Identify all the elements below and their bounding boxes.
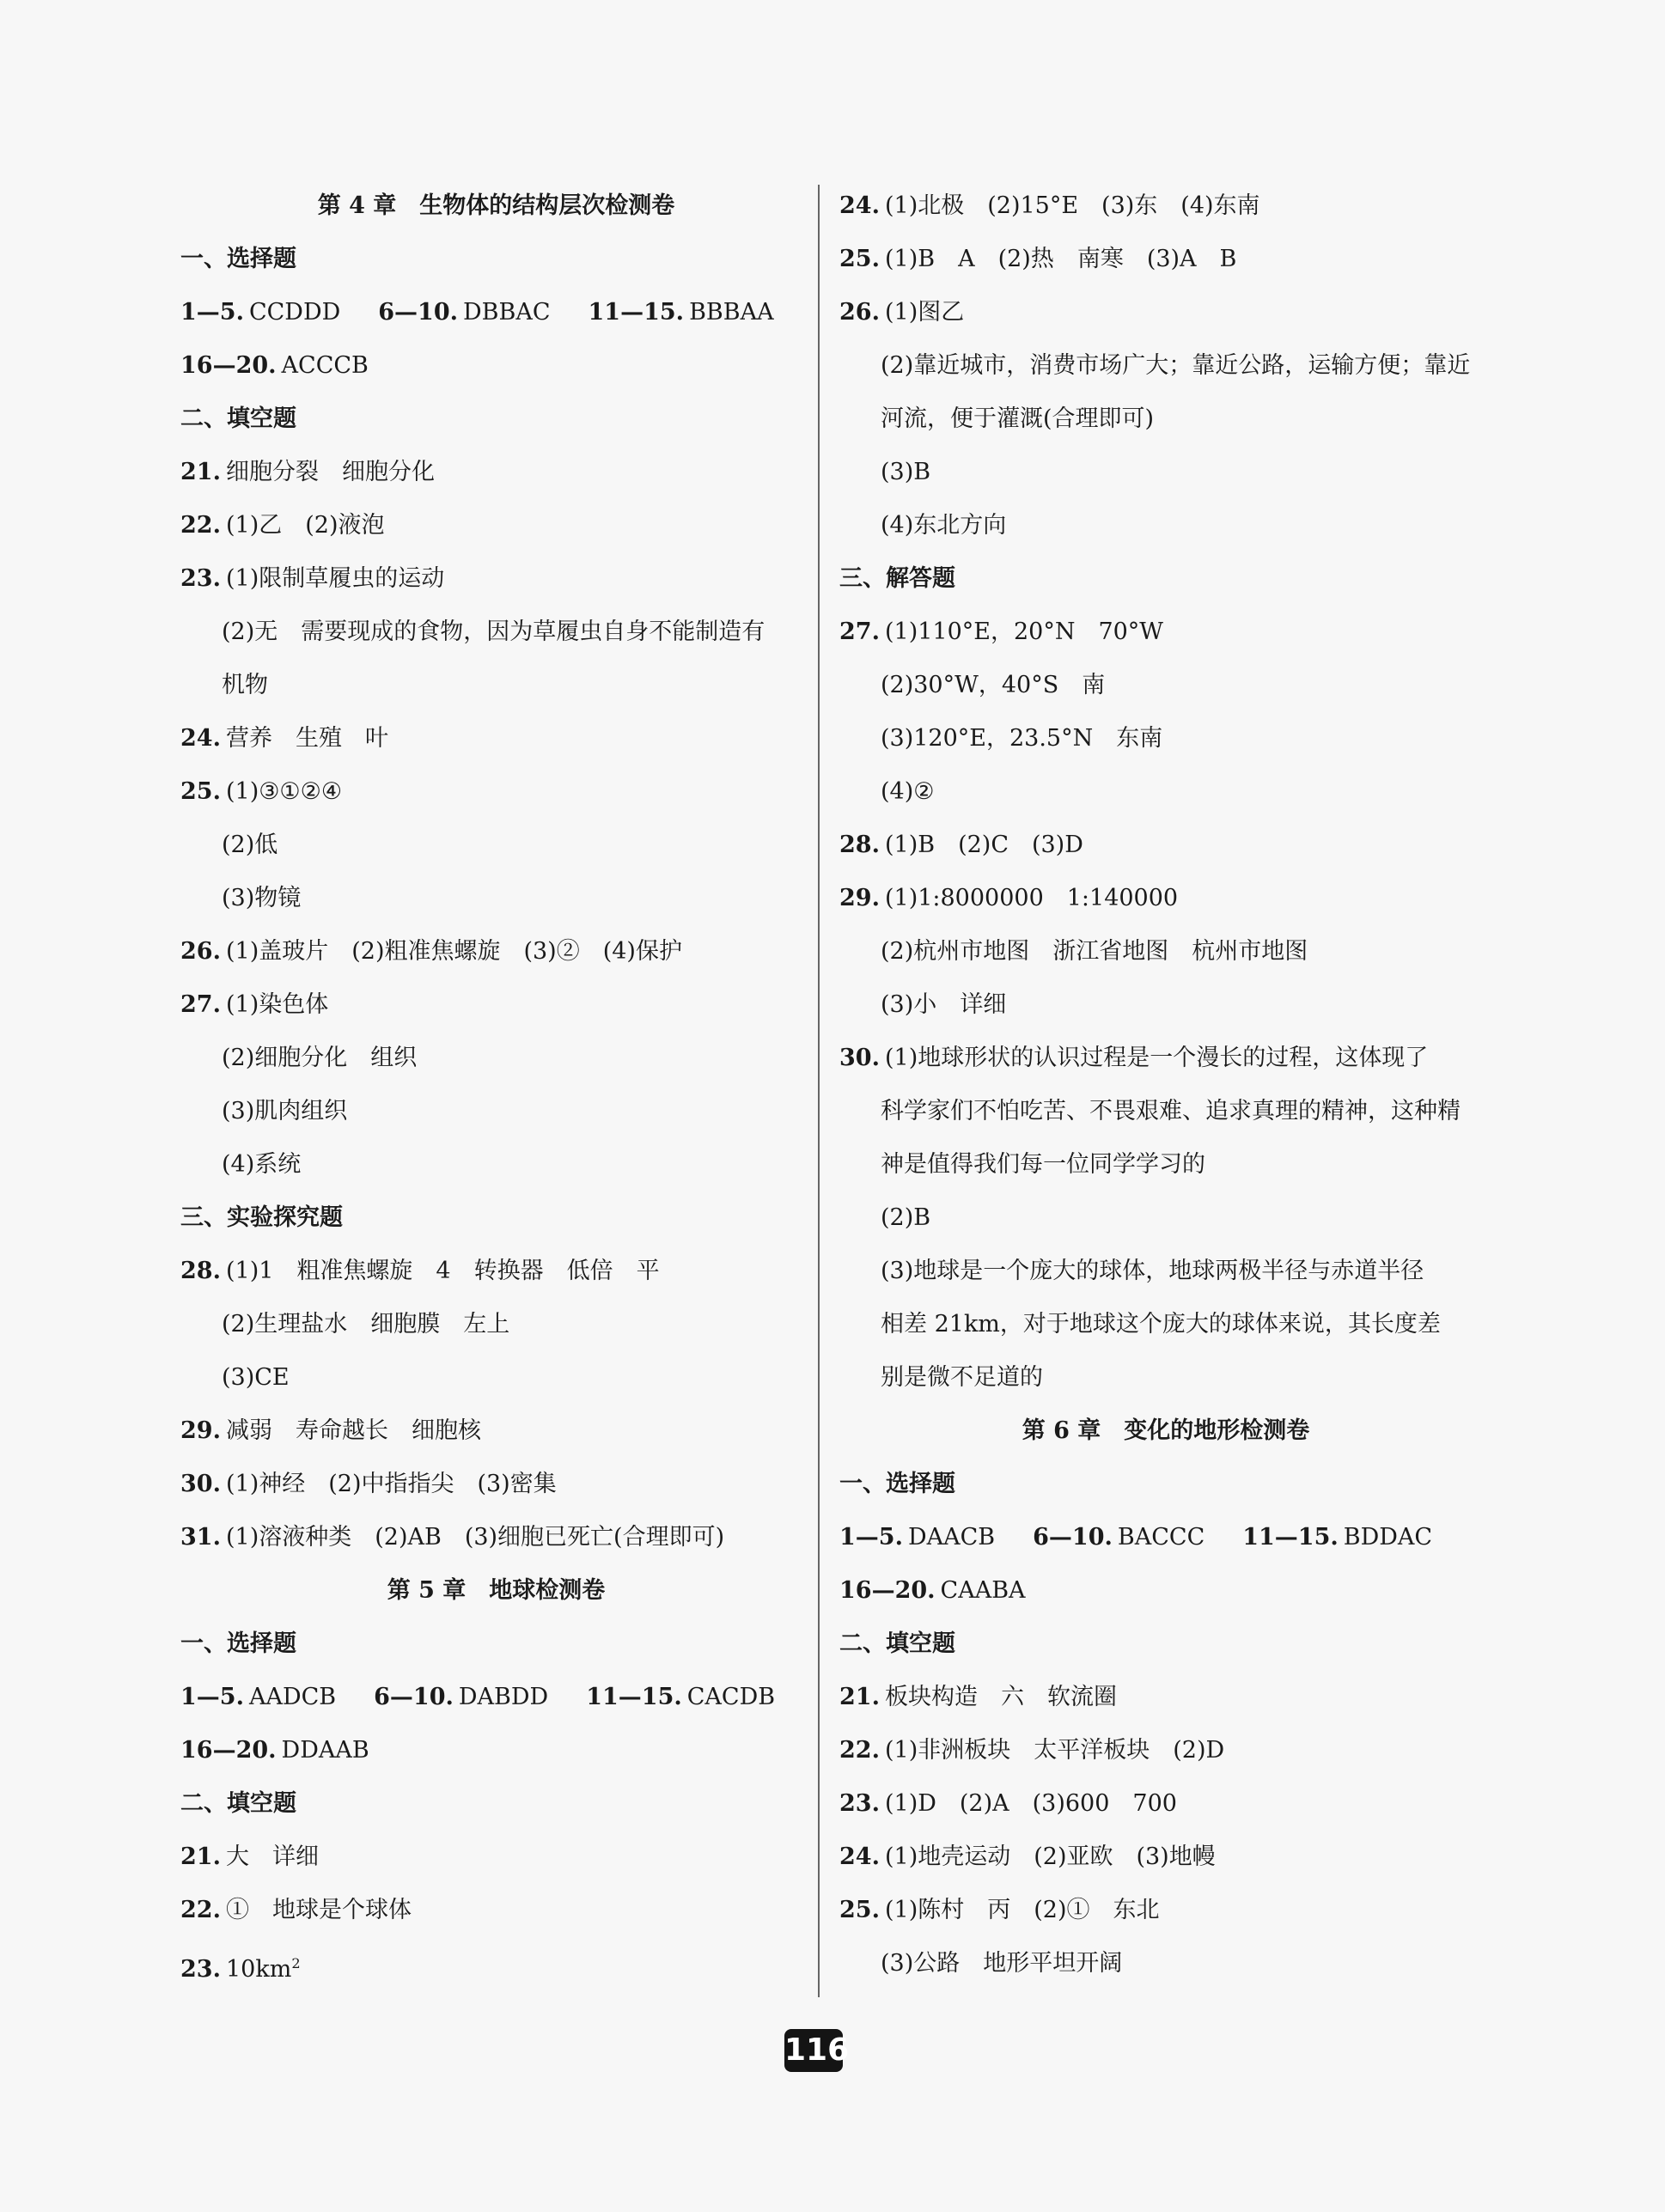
answer-text: (1)B A (2)热 南寒 (3)A B [884,246,1237,272]
answer-text: (1)神经 (2)中指指尖 (3)密集 [225,1471,557,1497]
answer-text: (1)地球形状的认识过程是一个漫长的过程，这体现了 [884,1045,1429,1071]
answer-text: 板块构造 六 软流圈 [884,1684,1117,1710]
section-heading: 二、填空题 [839,1630,955,1657]
answer-text: (1)D (2)A (3)600 700 [884,1790,1177,1817]
question-number: 21. [180,1843,221,1870]
answer-text: (1)非洲板块 太平洋板块 (2)D [884,1737,1225,1764]
answer-text: (1)1 粗准焦螺旋 4 转换器 低倍 平 [225,1258,660,1284]
answer-text: DAACB [907,1524,996,1551]
answer-text: 10km [225,1956,292,1983]
section-heading: 一、选择题 [180,246,296,272]
answer-line [839,1680,1492,1715]
answer-text: (1)染色体 [225,991,329,1018]
answer-line [839,615,1492,649]
question-number: 1—5. [839,1524,903,1551]
answer-continuation: (3)B [881,459,931,485]
answer-line [180,562,812,596]
answer-continuation: (2)无 需要现成的食物，因为草履虫自身不能制造有 [222,619,765,645]
answer-continuation: 机物 [222,672,268,698]
answer-text: BDDAC [1343,1524,1433,1551]
answer-line [839,828,1492,862]
answer-continuation: (3)物镜 [222,885,302,911]
answer-continuation: (3)肌肉组织 [222,1098,348,1124]
answer-text: DABDD [458,1684,549,1710]
answer-text: DBBAC [463,299,551,326]
answer-text: (1)1:8000000 1:140000 [884,885,1179,911]
column-divider [818,185,820,1997]
answer-line [839,1520,1492,1555]
question-number: 6—10. [374,1684,454,1710]
answer-continuation: 河流，便于灌溉(合理即可) [881,405,1155,432]
question-number: 25. [839,246,880,272]
question-number: 26. [180,938,221,965]
answer-text: (1)盖玻片 (2)粗准焦螺旋 (3)② (4)保护 [225,938,682,965]
answer-line [180,1734,812,1768]
answer-continuation: (2)细胞分化 组织 [222,1045,418,1071]
answer-continuation: (3)CE [222,1364,290,1391]
question-number: 24. [839,1843,880,1870]
question-number: 23. [839,1790,880,1817]
question-number: 16—20. [180,1737,277,1764]
answer-text: (1)溶液种类 (2)AB (3)细胞已死亡(合理即可) [225,1524,725,1551]
answer-continuation: (3)小 详细 [881,991,1007,1018]
answer-line [180,1840,812,1874]
answer-text: ACCCB [281,352,369,379]
section-heading: 二、填空题 [180,1790,296,1817]
answer-line [839,1041,1492,1076]
answer-text: AADCB [248,1684,337,1710]
answer-text: (1)乙 (2)液泡 [225,512,385,539]
answer-continuation: (2)30°W，40°S 南 [881,672,1106,698]
answer-line [180,349,812,383]
answer-line [839,1893,1492,1928]
question-number: 22. [180,512,221,539]
section-heading: 二、填空题 [180,405,296,432]
answer-continuation: 别是微不足道的 [881,1364,1043,1391]
section-heading: 一、选择题 [180,1630,296,1657]
chapter6-title: 第 6 章 变化的地形检测卷 [1022,1417,1310,1444]
answer-text: (1)B (2)C (3)D [884,832,1083,858]
answer-line [180,722,812,756]
answer-text: BBBAA [689,299,774,326]
question-number: 21. [839,1684,880,1710]
answer-line [839,1734,1492,1768]
answer-text: 细胞分裂 细胞分化 [225,459,435,485]
answer-text: ① 地球是个球体 [225,1897,412,1923]
answer-continuation: (2)生理盐水 细胞膜 左上 [222,1311,510,1338]
answer-continuation: 科学家们不怕吃苦、不畏艰难、追求真理的精神，这种精 [881,1098,1461,1124]
answer-line [180,1467,812,1502]
answer-continuation: (2)B [881,1204,931,1231]
answer-continuation: (4)② [881,778,935,805]
question-number: 21. [180,459,221,485]
answer-text: (1)北极 (2)15°E (3)东 (4)东南 [884,192,1260,219]
question-number: 27. [180,991,221,1018]
answer-line [180,1947,812,1981]
question-number: 1—5. [180,1684,244,1710]
question-number: 25. [839,1897,880,1923]
chapter4-title: 第 4 章 生物体的结构层次检测卷 [317,192,675,219]
answer-line [180,296,812,330]
chapter5-title: 第 5 章 地球检测卷 [387,1577,606,1604]
question-number: 29. [839,885,880,911]
answer-continuation: (3)地球是一个庞大的球体，地球两极半径与赤道半径 [881,1258,1424,1284]
question-number: 11—15. [1242,1524,1339,1551]
question-number: 30. [180,1471,221,1497]
question-number: 22. [839,1737,880,1764]
answer-text: (1)限制草履虫的运动 [225,565,445,592]
question-number: 30. [839,1045,880,1071]
answer-text: DDAAB [281,1737,369,1764]
answer-text: CCDDD [248,299,341,326]
answer-text: 营养 生殖 叶 [225,725,388,752]
answer-line [839,296,1492,330]
question-number: 29. [180,1417,221,1444]
question-number: 25. [180,778,221,805]
answer-line [180,935,812,969]
question-number: 28. [180,1258,221,1284]
question-number: 24. [839,192,880,219]
answer-text: (1)陈村 丙 (2)① 东北 [884,1897,1160,1923]
question-number: 6—10. [378,299,459,326]
answer-line [839,881,1492,916]
question-number: 11—15. [586,1684,682,1710]
answer-line [180,988,812,1022]
answer-line [180,509,812,543]
answer-line [180,1414,812,1448]
answer-text: (1)110°E，20°N 70°W [884,619,1164,645]
question-number: 6—10. [1033,1524,1113,1551]
answer-text: (1)③①②④ [225,778,343,805]
superscript: 2 [291,1955,301,1971]
answer-continuation: (2)靠近城市，消费市场广大；靠近公路，运输方便；靠近 [881,352,1471,379]
question-number: 28. [839,832,880,858]
question-number: 27. [839,619,880,645]
answer-line [180,775,812,809]
answer-line [839,242,1492,277]
answer-text: (1)地壳运动 (2)亚欧 (3)地幔 [884,1843,1216,1870]
answer-continuation: (4)系统 [222,1151,302,1178]
question-number: 26. [839,299,880,326]
question-number: 31. [180,1524,221,1551]
section-heading: 三、解答题 [839,565,955,592]
question-number: 23. [180,1956,221,1983]
answer-line [180,1680,812,1715]
answer-line [839,1574,1492,1608]
answer-continuation: (3)120°E，23.5°N 东南 [881,725,1163,752]
answer-line [839,189,1492,223]
question-number: 24. [180,725,221,752]
answer-text: 大 详细 [225,1843,319,1870]
question-number: 22. [180,1897,221,1923]
question-number: 11—15. [588,299,685,326]
answer-line [180,1254,812,1289]
answer-text: CACDB [686,1684,776,1710]
answer-continuation: (4)东北方向 [881,512,1007,539]
question-number: 16—20. [180,352,277,379]
section-heading: 一、选择题 [839,1471,955,1497]
question-number: 16—20. [839,1577,936,1604]
answer-text: CAABA [940,1577,1026,1604]
page-number: 116 [784,2029,843,2072]
answer-text: 减弱 寿命越长 细胞核 [225,1417,481,1444]
answer-continuation: 相差 21km，对于地球这个庞大的球体来说，其长度差 [881,1311,1441,1338]
answer-line [839,1840,1492,1874]
answer-text: BACCC [1117,1524,1205,1551]
question-number: 23. [180,565,221,592]
answer-line [180,1520,812,1555]
answer-continuation: (3)公路 地形平坦开阔 [881,1950,1123,1977]
section-heading: 三、实验探究题 [180,1204,343,1231]
answer-continuation: (2)低 [222,832,278,858]
answer-line [180,1893,812,1928]
answer-line [839,1787,1492,1821]
answer-continuation: 神是值得我们每一位同学学习的 [881,1151,1205,1178]
answer-continuation: (2)杭州市地图 浙江省地图 杭州市地图 [881,938,1308,965]
answer-text: (1)图乙 [884,299,965,326]
answer-line [180,455,812,490]
question-number: 1—5. [180,299,244,326]
